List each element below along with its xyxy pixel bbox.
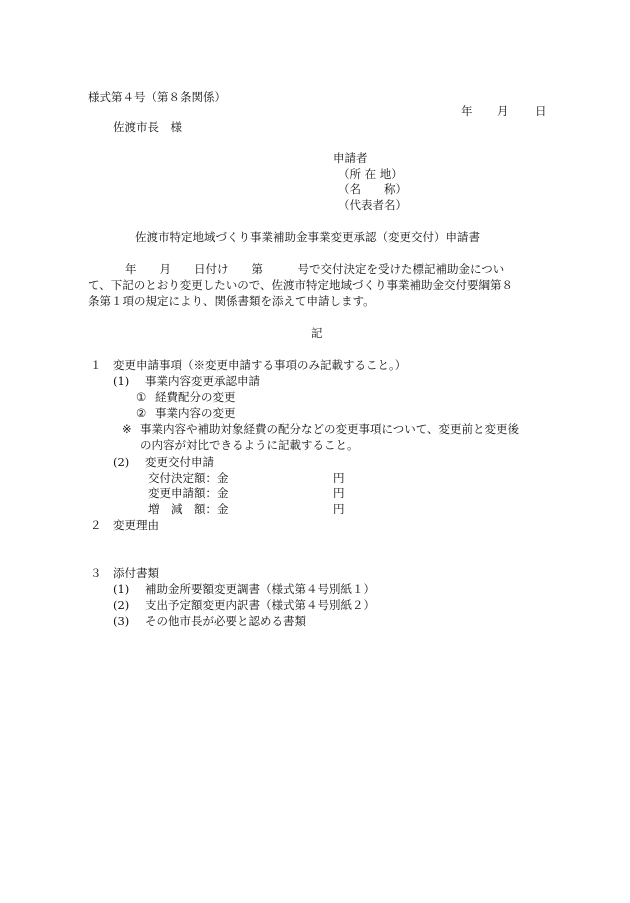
section1-number: １ bbox=[90, 358, 102, 372]
note-line-2: の内容が対比できるように記載すること。 bbox=[140, 438, 359, 452]
amount-row-unit: 円 bbox=[333, 471, 345, 485]
body-line-2: て、下記のとおり変更したいので、佐渡市特定地域づくり事業補助金交付要綱第８ bbox=[88, 278, 514, 292]
sub2-label: 事業内容の変更 bbox=[155, 406, 236, 420]
date-year: 年 bbox=[461, 104, 473, 118]
attachment-label: 補助金所要額変更調書（様式第４号別紙１） bbox=[145, 582, 375, 596]
attachment-number: (2) bbox=[113, 598, 130, 612]
amount-row-unit: 円 bbox=[333, 502, 345, 516]
applicant-representative: （代表者名） bbox=[338, 198, 407, 212]
item2-number: (2) bbox=[113, 455, 130, 469]
date-day: 日 bbox=[535, 104, 547, 118]
sub1-label: 経費配分の変更 bbox=[155, 390, 236, 404]
applicant-name: （名 称） bbox=[338, 182, 407, 196]
attachment-label: その他市長が必要と認める書類 bbox=[145, 614, 306, 628]
section3-number: ３ bbox=[90, 566, 102, 580]
document-title: 佐渡市特定地域づくり事業補助金事業変更承認（変更交付）申請書 bbox=[135, 230, 480, 244]
item1-number: (1) bbox=[113, 374, 130, 388]
body-line-1: 年 月 日付け 第 号で交付決定を受けた標記補助金につい bbox=[125, 262, 505, 276]
attachment-label: 支出予定額変更内訳書（様式第４号別紙２） bbox=[145, 598, 375, 612]
section1-heading: 変更申請事項（※変更申請する事項のみ記載すること。） bbox=[113, 358, 407, 372]
note-mark: ※ bbox=[122, 422, 132, 436]
note-line-1: 事業内容や補助対象経費の配分などの変更事項について、変更前と変更後 bbox=[140, 422, 520, 436]
applicant-heading: 申請者 bbox=[333, 151, 368, 165]
body-line-3: 条第１項の規定により、関係書類を添えて申請します。 bbox=[88, 294, 375, 308]
attachment-number: (3) bbox=[113, 614, 130, 628]
item1-label: 事業内容変更承認申請 bbox=[145, 374, 260, 388]
applicant-address: （所 在 地） bbox=[338, 167, 403, 181]
amount-row-unit: 円 bbox=[333, 486, 345, 500]
section2-number: ２ bbox=[90, 518, 102, 532]
amount-row-label: 交付決定額：金 bbox=[148, 471, 229, 485]
ki-heading: 記 bbox=[311, 326, 323, 340]
date-month: 月 bbox=[497, 104, 509, 118]
item2-label: 変更交付申請 bbox=[145, 455, 214, 469]
addressee: 佐渡市長 様 bbox=[113, 120, 182, 134]
amount-row-label: 変更申請額：金 bbox=[148, 486, 229, 500]
amount-row-label: 増 減 額：金 bbox=[148, 502, 229, 516]
sub1-number: ① bbox=[136, 390, 147, 404]
form-number: 様式第４号（第８条関係） bbox=[88, 90, 226, 104]
section2-heading: 変更理由 bbox=[113, 518, 159, 532]
sub2-number: ② bbox=[136, 406, 147, 420]
attachment-number: (1) bbox=[113, 582, 130, 596]
section3-heading: 添付書類 bbox=[113, 566, 159, 580]
